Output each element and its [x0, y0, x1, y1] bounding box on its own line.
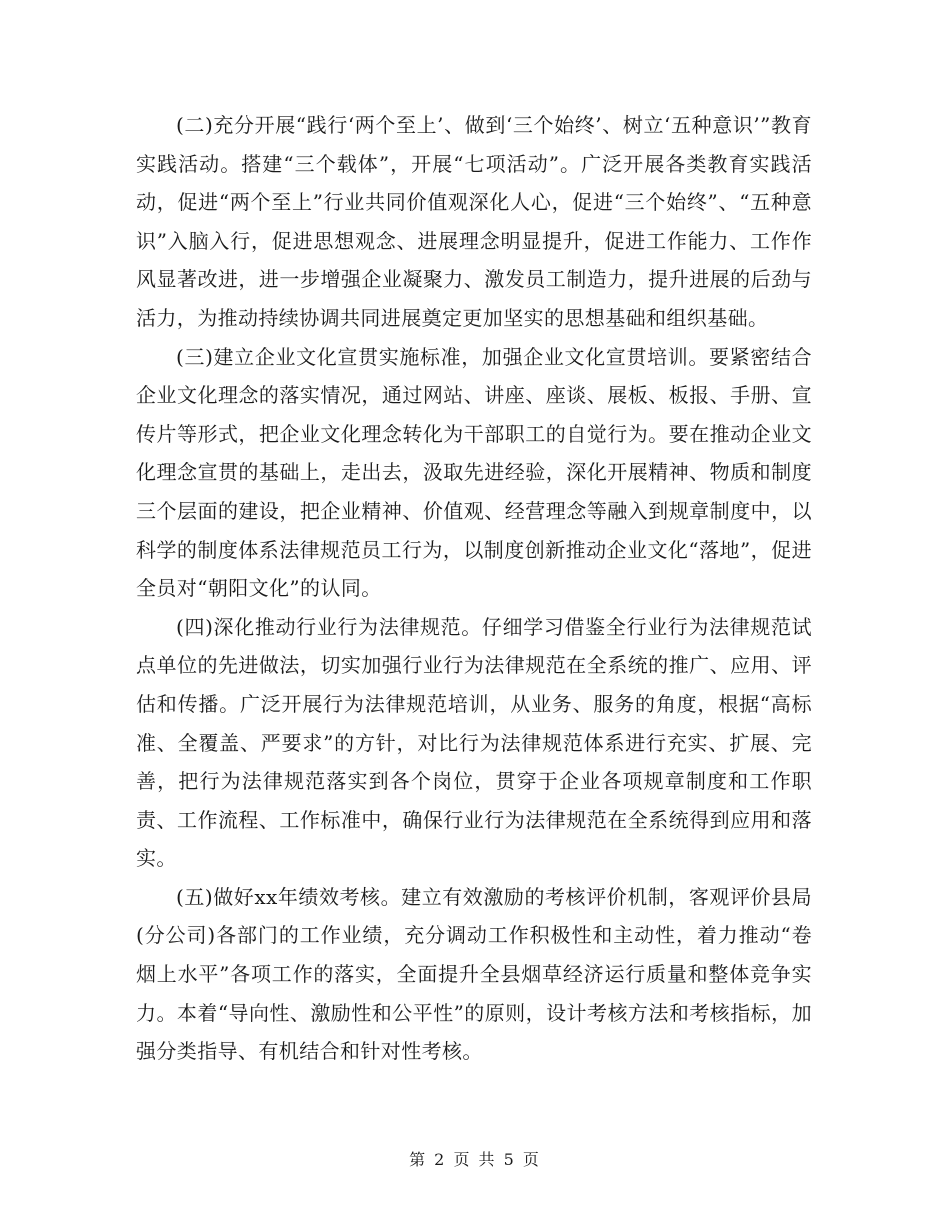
paragraph-5: (五)做好xx年绩效考核。建立有效激励的考核评价机制，客观评价县局(分公司)各部门的工作业绩，充分调动工作积极性和主动性，着力推动“卷烟上水平”各项工作的落实，全面提升全县烟草经济运行质量和整体竞争实力。本着“导向性、激励性和公平性”的原则，设计考核方法和考核指标，加强分类指导、有机结合和针对性考核。 [136, 884, 812, 1064]
paragraph-2: (二)充分开展“践行‘两个至上’、做到‘三个始终’、树立‘五种意识’”教育实践活动。搭建“三个载体”，开展“七项活动”。广泛开展各类教育实践活动，促进“两个至上”行业共同价值观深化人心，促进“三个始终”、“五种意识”入脑入行，促进思想观念、进展理念明显提升，促进工作能力、工作作风显著改进，进一步增强企业凝聚力、激发员工制造力，提升进展的后劲与活力，为推动持续协调共同进展奠定更加坚实的思想基础和组织基础。 [136, 113, 812, 330]
paragraph-4: (四)深化推动行业行为法律规范。仔细学习借鉴全行业行为法律规范试点单位的先进做法，切实加强行业行为法律规范在全系统的推广、应用、评估和传播。广泛开展行为法律规范培训，从业务、服务的角度，根据“高标准、全覆盖、严要求”的方针，对比行为法律规范体系进行充实、扩展、完善，把行为法律规范落实到各个岗位，贯穿于企业各项规章制度和工作职责、工作流程、工作标准中，确保行业行为法律规范在全系统得到应用和落实。 [136, 614, 812, 871]
paragraph-3: (三)建立企业文化宣贯实施标准，加强企业文化宣贯培训。要紧密结合企业文化理念的落实情况，通过网站、讲座、座谈、展板、板报、手册、宣传片等形式，把企业文化理念转化为干部职工的自觉行为。要在推动企业文化理念宣贯的基础上，走出去，汲取先进经验，深化开展精神、物质和制度三个层面的建设，把企业精神、价值观、经营理念等融入到规章制度中，以科学的制度体系法律规范员工行为，以制度创新推动企业文化“落地”，促进全员对“朝阳文化”的认同。 [136, 344, 812, 601]
document-body [136, 106, 812, 1071]
page-number: 第 2 页 共 5 页 [409, 1150, 541, 1169]
